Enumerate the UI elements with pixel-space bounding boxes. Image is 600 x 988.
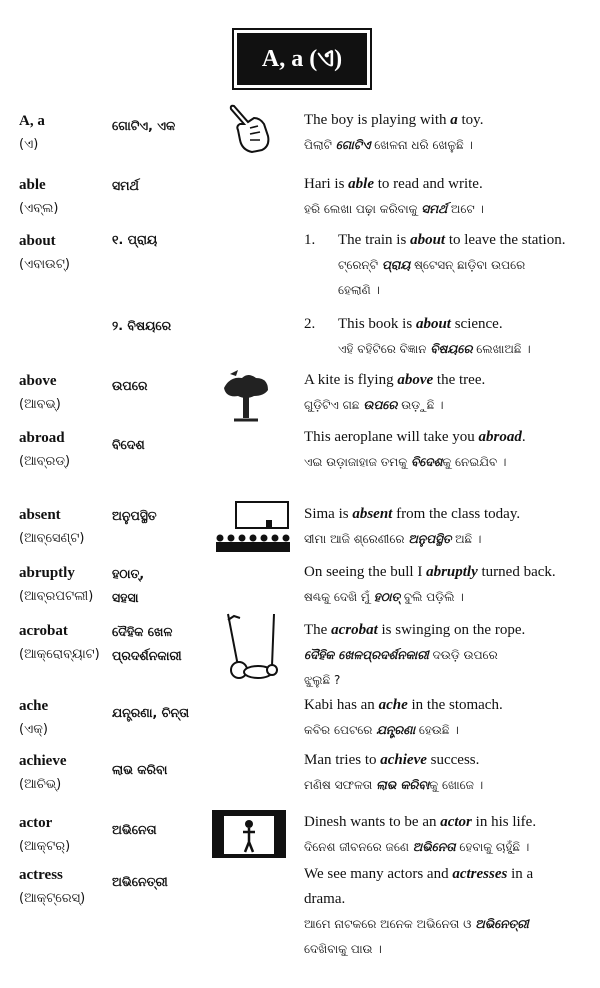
meaning: ୨. ବିଷୟରେ xyxy=(112,318,172,333)
pronunciation: (ଏକ୍‌) xyxy=(19,722,48,737)
tree-icon xyxy=(220,368,272,422)
headword: abruptly xyxy=(19,565,75,581)
headword: acrobat xyxy=(19,623,68,639)
meaning: ସମର୍ଥ xyxy=(112,178,139,193)
meaning-alt: ପ୍ରଦର୍ଶନକାରୀ xyxy=(112,648,182,663)
example-english: Sima is absent from the class today. xyxy=(304,506,521,522)
example-english: A kite is flying above the tree. xyxy=(304,372,486,388)
headword: able xyxy=(19,177,46,193)
example xyxy=(304,748,594,798)
meaning: ଅଭିନେତ୍ରୀ xyxy=(112,874,168,889)
example xyxy=(304,862,594,962)
example-odia: ହରି ଲେଖା ପଢ଼ା କରିବାକୁ ସମର୍ଥ ଅଟେ । xyxy=(304,202,484,216)
example-odia: ଗୁଡ଼ିଟିଏ ଗଛ ଉପରେ ଉଡ଼ୁଛି । xyxy=(304,398,444,412)
example-odia: ମଣିଷ ସଫଳତା ଲାଭ କରିବାକୁ ଖୋଜେ । xyxy=(304,778,484,792)
pronunciation: (ଆଚିଭ୍‌) xyxy=(19,777,62,792)
meaning: ୧. ପ୍ରାୟ xyxy=(112,232,158,247)
pronunciation: (ଆବ୍‌ସେଣ୍ଟ) xyxy=(19,531,85,546)
pronunciation: (ଆବ୍ରପଟଲୀ) xyxy=(19,589,94,604)
example-english: We see many actors and actresses in a xyxy=(304,866,534,882)
example-english: On seeing the bull I abruptly turned back. xyxy=(304,564,556,580)
headword: above xyxy=(19,373,57,389)
example-odia-cont: ଦେଖିବାକୁ ପାଉ । xyxy=(304,942,382,956)
pronunciation: (ଆବଭ୍‌) xyxy=(19,397,61,412)
example-english-cont: drama. xyxy=(304,891,346,907)
meaning: ଅଭିନେତା xyxy=(112,822,157,837)
example-english: The boy is playing with a toy. xyxy=(304,112,484,128)
acrobat-icon xyxy=(222,612,288,682)
example-english: This aeroplane will take you abroad. xyxy=(304,429,526,445)
example xyxy=(304,810,594,860)
example xyxy=(304,618,594,693)
example xyxy=(304,560,594,610)
headword: absent xyxy=(19,507,61,523)
example-english: Hari is able to read and write. xyxy=(304,176,483,192)
headword: ache xyxy=(19,698,49,714)
stage-actor-icon xyxy=(212,810,286,858)
section-title: A, a (ଏ) xyxy=(237,33,367,85)
pronunciation: (ଏ) xyxy=(19,137,39,152)
pronunciation: (ଏବାଉଟ୍‌) xyxy=(19,257,70,272)
example xyxy=(304,172,594,222)
meaning: ଗୋଟିଏ, ଏକ xyxy=(112,118,176,133)
meaning: ଉପରେ xyxy=(112,378,148,393)
example xyxy=(304,108,594,158)
example-odia: ଏହି ବହିଟିରେ ବିଜ୍ଞାନ ବିଷୟରେ ଲେଖାଅଛି । xyxy=(338,342,531,356)
pronunciation: (ଆବ୍ରଡ୍‌) xyxy=(19,454,71,469)
meaning: ହଠାତ୍‌, xyxy=(112,566,145,581)
example-english: 1. The train is about to leave the station. xyxy=(304,232,566,248)
example-odia: ଦୈହିକ ଖେଳପ୍ରଦର୍ଶନକାରୀ ଦଉଡ଼ି ଉପରେ xyxy=(304,648,498,662)
example-odia: ଆମେ ନାଟକରେ ଅନେକ ଅଭିନେତା ଓ ଅଭିନେତ୍ରୀ xyxy=(304,917,529,931)
example-odia: ଟ୍ରେନ୍‌ଟି ପ୍ରାୟ ଷ୍ଟେସନ୍ ଛାଡ଼ିବା ଉପରେ xyxy=(338,258,526,272)
classroom-icon xyxy=(214,500,292,558)
example-english: Man tries to achieve success. xyxy=(304,752,480,768)
example xyxy=(304,228,594,303)
example-odia: ପିଲାଟି ଗୋଟିଏ ଖେଳନା ଧରି ଖେଳୁଛି । xyxy=(304,138,473,152)
example xyxy=(304,502,594,552)
example xyxy=(304,693,594,743)
example-english: The acrobat is swinging on the rope. xyxy=(304,622,526,638)
headword: about xyxy=(19,233,56,249)
example-english: 2. This book is about science. xyxy=(304,316,503,332)
example-odia: କବିର ପେଟରେ ଯନ୍ତ୍ରଣା ହେଉଛି । xyxy=(304,723,459,737)
meaning: ଲାଭ କରିବା xyxy=(112,762,168,777)
headword: actress xyxy=(19,867,63,883)
pronunciation: (ଏବ୍‌ଲ) xyxy=(19,201,59,216)
pronunciation: (ଆକ୍ରୋବ୍ୟାଟ) xyxy=(19,647,100,662)
headword: A, a xyxy=(19,113,45,129)
example xyxy=(304,312,594,362)
pronunciation: (ଆକ୍‌ଟର୍‌) xyxy=(19,839,71,854)
example-english: Dinesh wants to be an actor in his life. xyxy=(304,814,537,830)
example-odia: ଷଣ୍ଢକୁ ଦେଖି ମୁଁ ହଠାତ୍‌ ବୁଲି ପଡ଼ିଲି । xyxy=(304,590,464,604)
example-odia: ଏଇ ଉଡ଼ାଜାହାଜ ତମକୁ ବିଦେଶକୁ ନେଇଯିବ । xyxy=(304,455,507,469)
meaning-alt: ସହସା xyxy=(112,590,139,605)
example-odia: ଦିନେଶ ଜୀବନରେ ଜଣେ ଅଭିନେତା ହେବାକୁ ଚାହୁଁଛି । xyxy=(304,840,530,854)
meaning: ଅନୁପସ୍ଥିତ xyxy=(112,508,157,523)
headword: actor xyxy=(19,815,53,831)
example-odia-cont: ଝୁଲୁଛି ? xyxy=(304,673,341,687)
headword: achieve xyxy=(19,753,67,769)
example xyxy=(304,425,594,475)
meaning: ଯନ୍ତ୍ରଣା, ଚିନ୍ତା xyxy=(112,705,190,720)
example-odia: ସୀମା ଆଜି ଶ୍ରେଣୀରେ ଅନୁପସ୍ଥିତ ଅଛି । xyxy=(304,532,482,546)
example-odia-cont: ହେଲାଣି । xyxy=(338,283,380,297)
pronunciation: (ଆକ୍‌ଟ୍ରେସ୍‌) xyxy=(19,891,86,906)
meaning: ବିଦେଶ xyxy=(112,437,145,452)
headword: abroad xyxy=(19,430,65,446)
meaning: ଦୈହିକ ଖେଳ xyxy=(112,624,173,639)
example xyxy=(304,368,594,418)
example-english: Kabi has an ache in the stomach. xyxy=(304,697,503,713)
pointing-hand-icon xyxy=(228,100,274,158)
section-header xyxy=(232,28,372,90)
